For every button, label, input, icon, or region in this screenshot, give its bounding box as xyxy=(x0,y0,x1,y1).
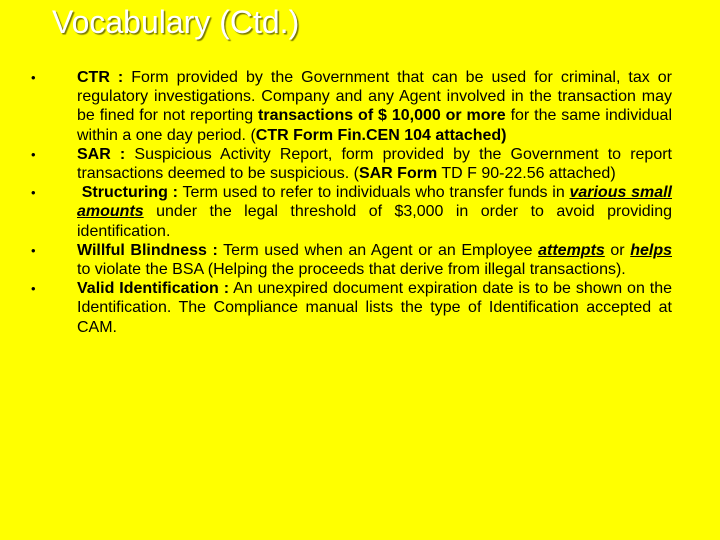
term-ctr: CTR : xyxy=(77,69,124,86)
bullet-icon: • xyxy=(31,146,36,162)
definition-text: Suspicious Activity Report, form provided by the Government to report transactions deemed to be suspicious. ( xyxy=(77,145,673,183)
bullet-icon: • xyxy=(31,281,36,297)
definition-emphasis: various small amounts xyxy=(77,184,673,221)
definition-text: An unexpired document expiration date is to be shown on the Identification. The Compliance manual lists the type of Identification accepted at CAM. xyxy=(77,280,673,336)
definition-text: or xyxy=(604,241,631,259)
definition-text: for the same individual within a one day period. ( xyxy=(77,107,673,144)
list-item-ctr xyxy=(0,68,672,145)
bullet-icon: • xyxy=(31,185,36,201)
slide-title: Vocabulary (Ctd.) xyxy=(52,4,300,40)
definition-text: Term used when an Agent or an Employee xyxy=(217,241,539,259)
definition-text: under the legal threshold of $3,000 in order to avoid providing identification. xyxy=(77,203,672,240)
definition-text: TD F 90-22.56 attached) xyxy=(437,165,616,183)
list-item-sar xyxy=(0,145,672,183)
bullet-icon: • xyxy=(31,242,36,258)
list-item-willful-blindness xyxy=(0,241,672,279)
definition-emphasis: attempts xyxy=(538,241,605,259)
definition-emphasis: SAR Form xyxy=(358,165,438,183)
definition-text: Term used to refer to individuals who transfer funds in xyxy=(178,184,570,202)
term-structuring: Structuring : xyxy=(81,184,179,202)
definition-text: to violate the BSA (Helping the proceeds that derive from illegal transactions). xyxy=(77,261,626,279)
term-willful-blindness: Willful Blindness : xyxy=(77,241,218,259)
bullet-icon: • xyxy=(31,70,36,85)
definition-text: Form provided by the Government that can be used for criminal, tax or regulatory investigations. Company and any Agent involved in the transaction may be fined for not reporting xyxy=(77,69,673,125)
term-valid-identification: Valid Identification : xyxy=(77,280,230,298)
term-sar: SAR : xyxy=(77,145,126,163)
definition-emphasis: CTR Form Fin.CEN 104 attached) xyxy=(255,126,507,144)
list-item-structuring xyxy=(0,183,672,241)
definition-emphasis: transactions of $ 10,000 or more xyxy=(258,107,506,125)
list-item-valid-identification xyxy=(0,279,672,337)
vocabulary-list xyxy=(0,68,720,337)
definition-emphasis: helps xyxy=(630,241,672,259)
